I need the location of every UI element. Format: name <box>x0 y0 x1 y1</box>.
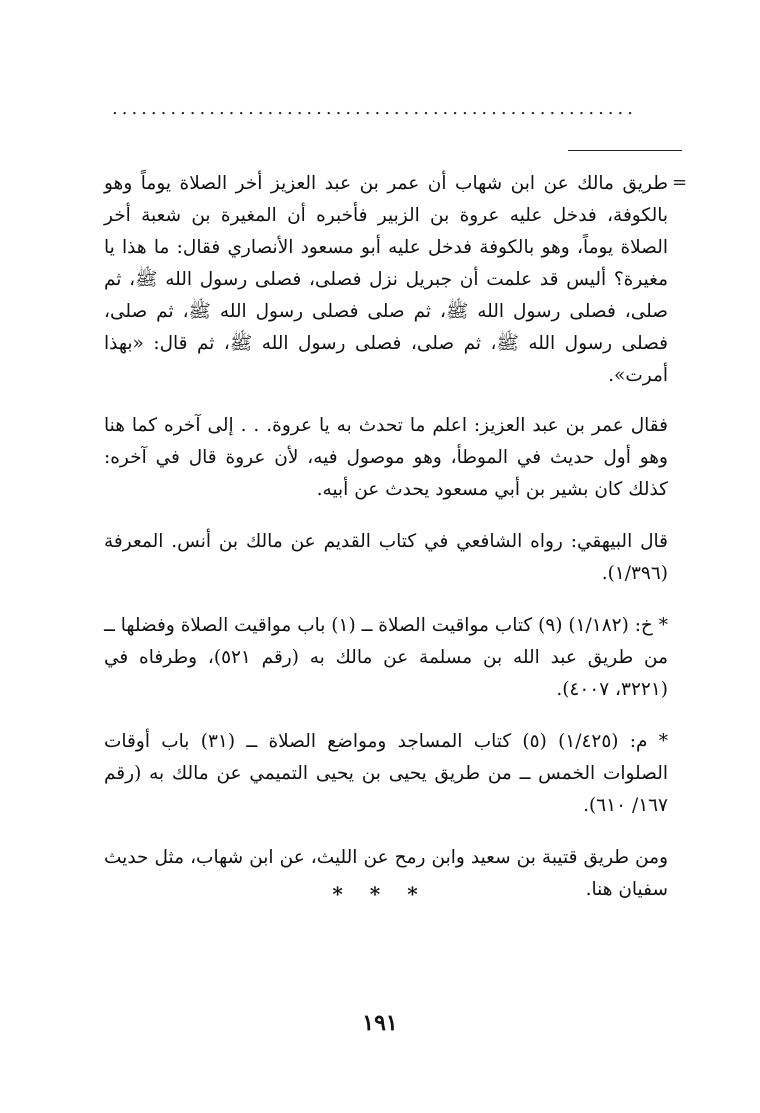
paragraph-hadith-text: طريق مالك عن ابن شهاب أن عمر بن عبد العزيز أخر الصلاة يوماً وهو بالكوفة، فدخل عليه عروة بن الزبير فأخبره أن المغيرة بن شعبة أخر الصلاة يوماً، وهو بالكوفة فدخل عليه أبو مسعود الأنصاري فقال: ما هذا يا مغيرة؟ أليس قد علمت أن جبريل نزل فصلى، فصلى رسول الله ﷺ، ثم صلى، فصلى رسول الله ﷺ، ثم صلى فصلى رسول الله ﷺ، ثم صلى، فصلى رسول الله ﷺ، ثم صلى، فصلى رسول الله ﷺ، ثم قال: «بهذا أمرت». <box>104 173 668 386</box>
page-number: ١٩١ <box>362 1010 398 1036</box>
paragraph-muslim-ref: * م: (١/٤٢٥) (٥) كتاب المساجد ومواضع الصلاة ــ (٣١) باب أوقات الصلوات الخمس ــ من طريق يحيى بن يحيى التميمي عن مالك به (رقم ١٦٧/ ٦١٠). <box>104 731 668 816</box>
paragraph-bayhaqi: قال البيهقي: رواه الشافعي في كتاب القديم عن مالك بن أنس. المعرفة (١/٣٩٦). <box>104 531 668 584</box>
paragraph-umar-statement: فقال عمر بن عبد العزيز: اعلم ما تحدث به يا عروة. . . إلى آخره كما هنا وهو أول حديث في الموطأ، وهو موصول فيه، لأن عروة قال في آخره: كذلك كان بشير بن أبي مسعود يحدث عن أبيه. <box>104 415 668 500</box>
section-separator-stars: * * * <box>332 882 428 906</box>
paragraph-qutaybah-chain: ومن طريق قتيبة بن سعيد وابن رمح عن الليث، عن ابن شهاب، مثل حديث سفيان هنا. <box>104 847 668 900</box>
dotted-separator: ...................................................... <box>112 98 637 119</box>
continuation-mark: = <box>672 172 688 193</box>
page-body <box>104 168 668 926</box>
footnote-rule <box>568 150 682 151</box>
paragraph-bukhari-ref: * خ: (١/١٨٢) (٩) كتاب مواقيت الصلاة ــ (١) باب مواقيت الصلاة وفضلها ــ من طريق عبد الله بن مسلمة عن مالك به (رقم ٥٢١)، وطرفاه في (٣٢٢١، ٤٠٠٧). <box>104 615 668 700</box>
